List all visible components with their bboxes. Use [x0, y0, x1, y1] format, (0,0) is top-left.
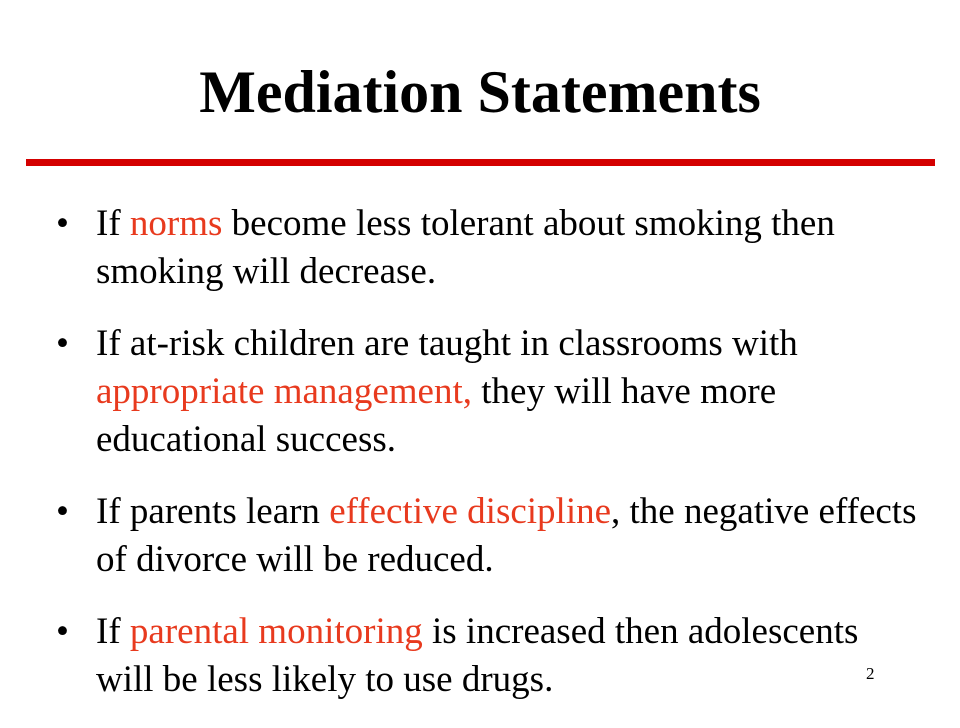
bullet-item: [0, 608, 960, 704]
bullet-text: If: [96, 611, 130, 652]
slide-title: Mediation Statements: [199, 59, 761, 125]
page-number: 2: [866, 664, 875, 683]
bullet-text: If: [96, 203, 130, 244]
bullet-item: [0, 320, 960, 464]
bullet-highlight: appropriate management,: [96, 371, 472, 412]
bullet-highlight: effective discipline: [329, 491, 612, 532]
bullet-list: [0, 200, 960, 728]
bullet-highlight: parental monitoring: [129, 611, 423, 652]
bullet-text: If at-risk children are taught in classrooms with: [96, 323, 798, 364]
bullet-item: [0, 200, 960, 296]
bullet-highlight: norms: [129, 203, 223, 244]
bullet-text: is increased then adolescents will be less likely to use drugs.: [96, 611, 859, 700]
bullet-item: [0, 488, 960, 584]
title-divider: [26, 159, 935, 166]
bullet-text: , the negative effects of divorce will be reduced.: [96, 491, 917, 580]
bullet-text: they will have more educational success.: [96, 371, 777, 460]
bullet-text: become less tolerant about smoking then smoking will decrease.: [96, 203, 835, 292]
bullet-text: If parents learn: [96, 491, 330, 532]
